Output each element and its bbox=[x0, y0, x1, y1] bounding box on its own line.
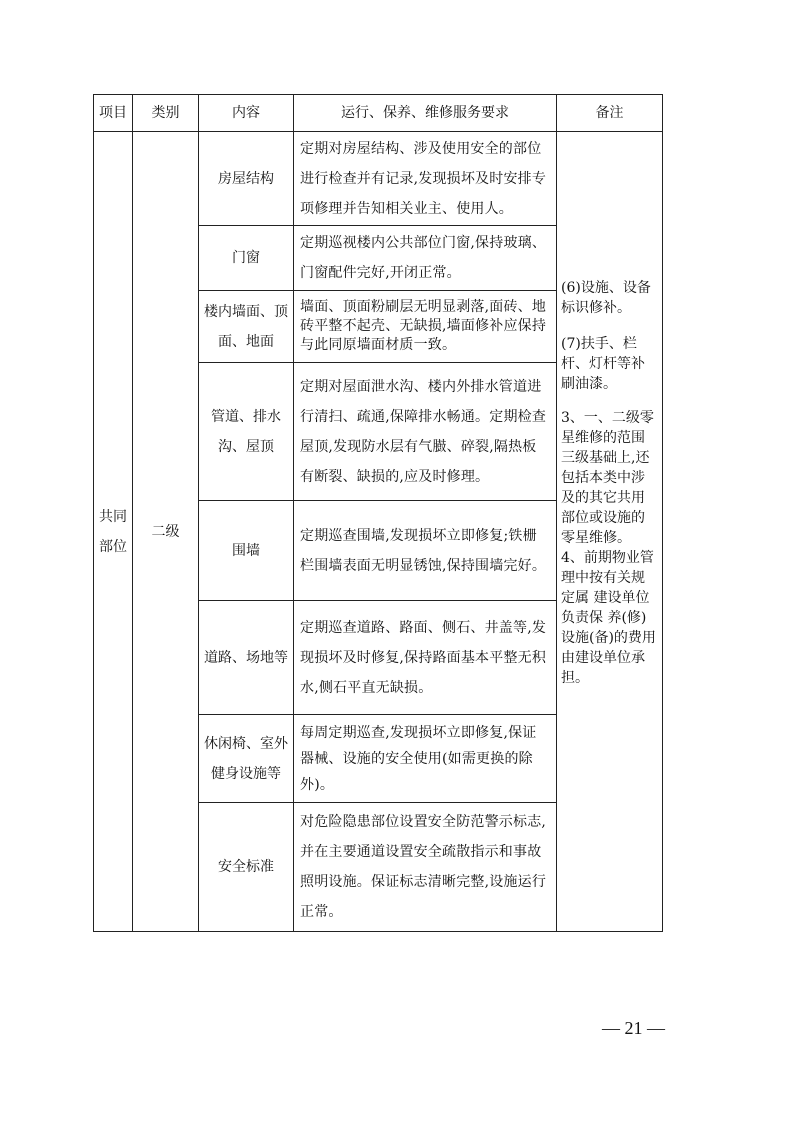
header-requirements: 运行、保养、维修服务要求 bbox=[294, 95, 557, 132]
requirement-cell: 每周定期巡查,发现损坏立即修复,保证器械、设施的安全使用(如需更换的除外)。 bbox=[294, 715, 557, 803]
note-item: (7)扶手、栏杆、灯杆等补刷油漆。 bbox=[561, 336, 645, 392]
service-requirements-table bbox=[93, 94, 663, 932]
requirement-cell: 定期对房屋结构、涉及使用安全的部位进行检查并有记录,发现损坏及时安排专项修理并告知相关业主、使用人。 bbox=[294, 132, 557, 226]
requirement-cell: 定期对屋面泄水沟、楼内外排水管道进行清扫、疏通,保障排水畅通。定期检查屋顶,发现防水层有气臌、碎裂,隔热板有断裂、缺损的,应及时修理。 bbox=[294, 363, 557, 501]
header-remarks: 备注 bbox=[557, 95, 663, 132]
header-category: 类别 bbox=[133, 95, 199, 132]
requirement-cell: 定期巡查道路、路面、侧石、井盖等,发现损坏及时修复,保持路面基本平整无积水,侧石平直无缺损。 bbox=[294, 601, 557, 715]
remarks-cell bbox=[557, 132, 663, 932]
content-cell: 休闲椅、室外健身设施等 bbox=[199, 715, 294, 803]
header-content: 内容 bbox=[199, 95, 294, 132]
content-cell: 房屋结构 bbox=[199, 132, 294, 226]
table-row bbox=[94, 132, 663, 226]
content-cell: 安全标准 bbox=[199, 803, 294, 932]
requirement-cell: 墙面、顶面粉刷层无明显剥落,面砖、地砖平整不起壳、无缺损,墙面修补应保持与此同原墙面材质一致。 bbox=[294, 291, 557, 363]
requirement-cell: 定期巡视楼内公共部位门窗,保持玻璃、门窗配件完好,开闭正常。 bbox=[294, 226, 557, 291]
content-cell: 门窗 bbox=[199, 226, 294, 291]
table-header-row bbox=[94, 95, 663, 132]
note-item: 3、一、二级零星维修的范围三级基础上,还包括本类中涉及的其它共用部位或设施的零星维修。 bbox=[561, 410, 654, 546]
note-item: (6)设施、设备标识修补。 bbox=[561, 280, 651, 316]
requirement-cell: 对危险隐患部位设置安全防范警示标志,并在主要通道设置安全疏散指示和事故照明设施。保证标志清晰完整,设施运行正常。 bbox=[294, 803, 557, 932]
remarks-notes bbox=[557, 278, 662, 688]
content-cell: 围墙 bbox=[199, 501, 294, 601]
note-item: 4、前期物业管理中按有关规定属 建设单位负责保 养(修)设施(备)的费用由建设单位承担。 bbox=[561, 550, 656, 686]
level-cell: 二级 bbox=[133, 132, 199, 932]
content-cell: 楼内墙面、顶面、地面 bbox=[199, 291, 294, 363]
project-cell: 共同部位 bbox=[94, 132, 133, 932]
content-cell: 管道、排水沟、屋顶 bbox=[199, 363, 294, 501]
requirement-cell: 定期巡查围墙,发现损坏立即修复;铁栅栏围墙表面无明显锈蚀,保持围墙完好。 bbox=[294, 501, 557, 601]
header-project: 项目 bbox=[94, 95, 133, 132]
content-cell: 道路、场地等 bbox=[199, 601, 294, 715]
page-number: — 21 — bbox=[602, 1018, 665, 1038]
